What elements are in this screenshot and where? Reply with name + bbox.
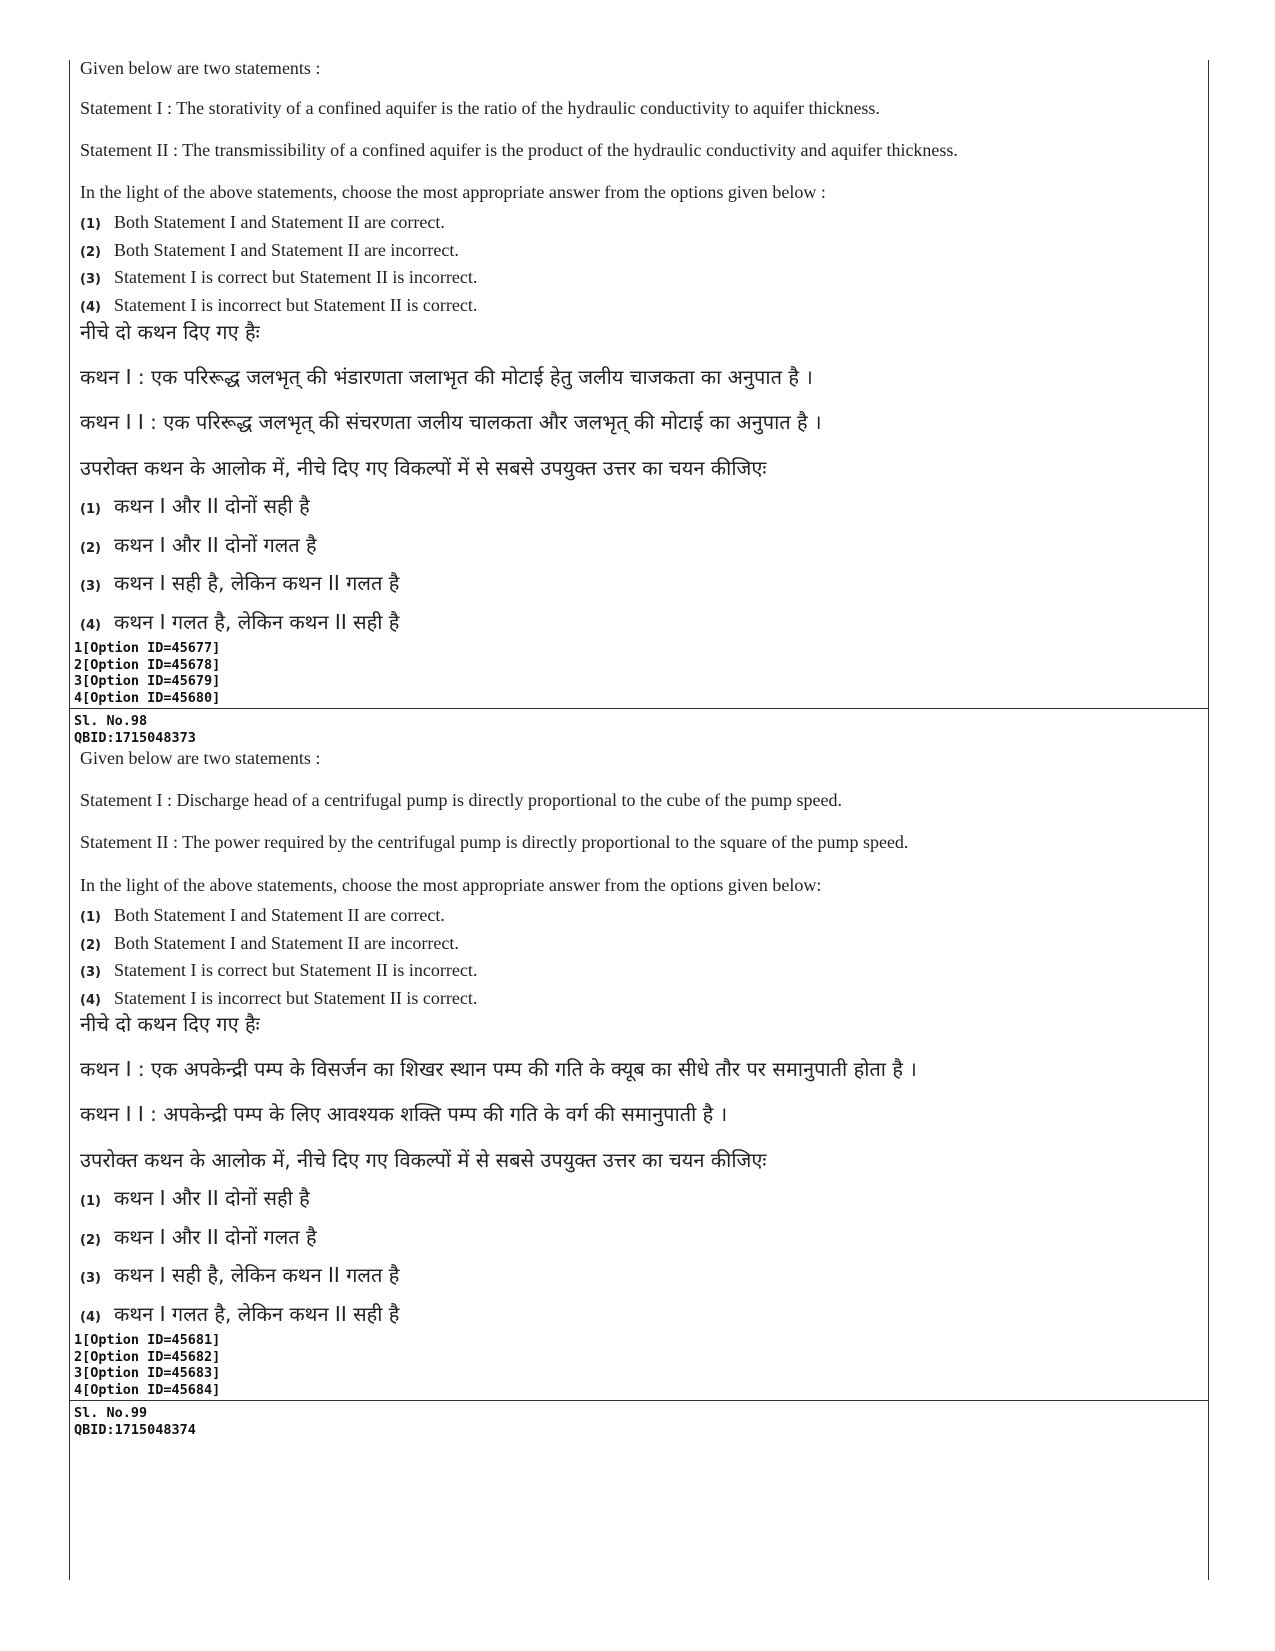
option-text: Both Statement I and Statement II are correct. — [114, 212, 445, 232]
option-number: (3) — [80, 1271, 101, 1286]
q98-hindi-statement-1-block — [80, 1055, 1200, 1082]
q97-hindi-statement-2-block — [80, 408, 1200, 435]
option-number: (4) — [80, 1309, 101, 1325]
q98-header — [74, 713, 196, 746]
q97-hindi-instruction-block — [80, 454, 1200, 481]
option-text: Statement I is correct but Statement II is incorrect. — [114, 267, 478, 288]
q98-hindi-options — [80, 1181, 1200, 1335]
statement-1: Statement I : The storativity of a confined aquifer is the ratio of the hydraulic conductivity to aquifer thickness. — [80, 98, 880, 118]
q97-english-options — [80, 210, 1200, 321]
option-number: (1) — [80, 1194, 101, 1209]
option-text: Statement I is incorrect but Statement II is correct. — [114, 295, 478, 316]
question-divider — [69, 708, 1208, 709]
q97-hindi-intro-block — [80, 318, 1200, 345]
option-number: (1) — [80, 217, 101, 232]
option-number: (2) — [80, 937, 101, 953]
option-number: (3) — [80, 272, 101, 288]
statement-2: Statement II : The transmissibility of a confined aquifer is the product of the hydraulic conductivity and aquifer thickness. — [80, 140, 958, 160]
q99-header — [74, 1405, 196, 1438]
option-text: कथन I और II दोनों सही है — [114, 494, 310, 518]
q97-statement-2-block — [80, 140, 1200, 161]
option-text: कथन I और II दोनों गलत है — [114, 532, 317, 557]
hindi-intro: नीचे दो कथन दिए गए हैः — [80, 320, 260, 344]
option-text: Both Statement I and Statement II are incorrect. — [114, 239, 459, 260]
option-text: कथन I गलत है, लेकिन कथन II सही है — [114, 609, 400, 634]
hindi-option-1 — [80, 489, 1200, 528]
hindi-option-4 — [80, 605, 1200, 644]
hindi-option-1 — [80, 1181, 1200, 1220]
qbid: QBID:1715048373 — [74, 729, 196, 746]
option-number: (2) — [80, 1232, 101, 1248]
instruction: In the light of the above statements, choose the most appropriate answer from the options given below : — [80, 182, 826, 202]
option-number: (4) — [80, 993, 101, 1009]
option-4 — [80, 293, 1200, 321]
hindi-statement-1: कथन I : एक अपकेन्द्री पम्प के विसर्जन का शिखर स्थान पम्प की गति के क्यूब का सीधे तौर पर समानुपाती होता है । — [80, 1057, 917, 1081]
statement-1: Statement I : Discharge head of a centrifugal pump is directly proportional to the cube of the pump speed. — [80, 790, 842, 810]
option-text: Both Statement I and Statement II are correct. — [114, 905, 445, 925]
q97-option-ids — [74, 640, 220, 706]
option-2 — [80, 931, 1200, 959]
question-intro: Given below are two statements : — [80, 58, 321, 78]
q97-hindi-options — [80, 489, 1200, 643]
q98-statement-1-block — [80, 790, 1200, 811]
q98-hindi-intro-block — [80, 1010, 1200, 1037]
option-3 — [80, 265, 1200, 293]
option-text: कथन I सही है, लेकिन कथन II गलत है — [114, 571, 400, 595]
option-number: (1) — [80, 910, 101, 925]
q98-hindi-instruction-block — [80, 1146, 1200, 1173]
hindi-intro: नीचे दो कथन दिए गए हैः — [80, 1012, 260, 1036]
option-id: 4[Option ID=45684] — [74, 1381, 221, 1398]
option-id: 3[Option ID=45679] — [74, 673, 221, 689]
hindi-option-3 — [80, 1258, 1200, 1297]
hindi-option-4 — [80, 1297, 1200, 1336]
option-3 — [80, 958, 1200, 986]
option-id: 2[Option ID=45678] — [74, 656, 221, 673]
hindi-statement-1: कथन I : एक परिरूद्ध जलभृत् की भंडारणता जलाभृत की मोटाई हेतु जलीय चाजकता का अनुपात है । — [80, 365, 813, 389]
serial-number: Sl. No.99 — [74, 1405, 148, 1421]
option-id: 3[Option ID=45683] — [74, 1365, 221, 1381]
option-number: (3) — [80, 965, 101, 981]
q97-statement-1-block — [80, 98, 1200, 119]
option-1 — [80, 903, 1200, 931]
option-text: कथन I सही है, लेकिन कथन II गलत है — [114, 1263, 400, 1287]
q98-statement-2-block — [80, 832, 1200, 853]
option-number: (4) — [80, 300, 101, 316]
option-text: कथन I और II दोनों गलत है — [114, 1224, 317, 1249]
option-text: Both Statement I and Statement II are incorrect. — [114, 932, 459, 953]
q98-english-intro-block — [80, 748, 1200, 769]
hindi-option-3 — [80, 566, 1200, 605]
option-id: 4[Option ID=45680] — [74, 689, 221, 706]
q98-instruction-block — [80, 875, 1200, 896]
option-number: (4) — [80, 617, 101, 633]
qbid: QBID:1715048374 — [74, 1421, 196, 1438]
hindi-option-2 — [80, 1220, 1200, 1259]
hindi-option-2 — [80, 528, 1200, 567]
option-number: (1) — [80, 502, 101, 517]
option-2 — [80, 238, 1200, 266]
option-text: Statement I is correct but Statement II is incorrect. — [114, 960, 478, 981]
q98-english-options — [80, 903, 1200, 1014]
question-intro: Given below are two statements : — [80, 748, 321, 768]
option-number: (2) — [80, 540, 101, 556]
hindi-statement-2: कथन I I : एक परिरूद्ध जलभृत् की संचरणता जलीय चालकता और जलभृत् की मोटाई का अनुपात है । — [80, 410, 822, 434]
q97-english-intro — [80, 58, 1200, 79]
option-text: Statement I is incorrect but Statement II is correct. — [114, 988, 478, 1009]
hindi-instruction: उपरोक्त कथन के आलोक में, नीचे दिए गए विकल्पों में से सबसे उपयुक्त उत्तर का चयन कीजिएः — [80, 1148, 767, 1172]
statement-2: Statement II : The power required by the centrifugal pump is directly proportional to the square of the pump speed. — [80, 832, 909, 852]
option-id: 2[Option ID=45682] — [74, 1348, 221, 1365]
option-1 — [80, 210, 1200, 238]
question-divider — [69, 1400, 1208, 1401]
option-number: (3) — [80, 579, 101, 594]
serial-number: Sl. No.98 — [74, 713, 148, 729]
hindi-instruction: उपरोक्त कथन के आलोक में, नीचे दिए गए विकल्पों में से सबसे उपयुक्त उत्तर का चयन कीजिएः — [80, 456, 767, 480]
option-number: (2) — [80, 244, 101, 260]
option-text: कथन I गलत है, लेकिन कथन II सही है — [114, 1301, 400, 1326]
option-id: 1[Option ID=45681] — [74, 1332, 221, 1348]
instruction: In the light of the above statements, choose the most appropriate answer from the options given below: — [80, 875, 822, 895]
option-id: 1[Option ID=45677] — [74, 640, 221, 656]
q98-option-ids — [74, 1332, 220, 1398]
q97-instruction-block — [80, 182, 1200, 203]
q98-hindi-statement-2-block — [80, 1100, 1200, 1127]
hindi-statement-2: कथन I I : अपकेन्द्री पम्प के लिए आवश्यक शक्ति पम्प की गति के वर्ग की समानुपाती है । — [80, 1102, 728, 1126]
option-text: कथन I और II दोनों सही है — [114, 1186, 310, 1210]
q97-hindi-statement-1-block — [80, 363, 1200, 390]
